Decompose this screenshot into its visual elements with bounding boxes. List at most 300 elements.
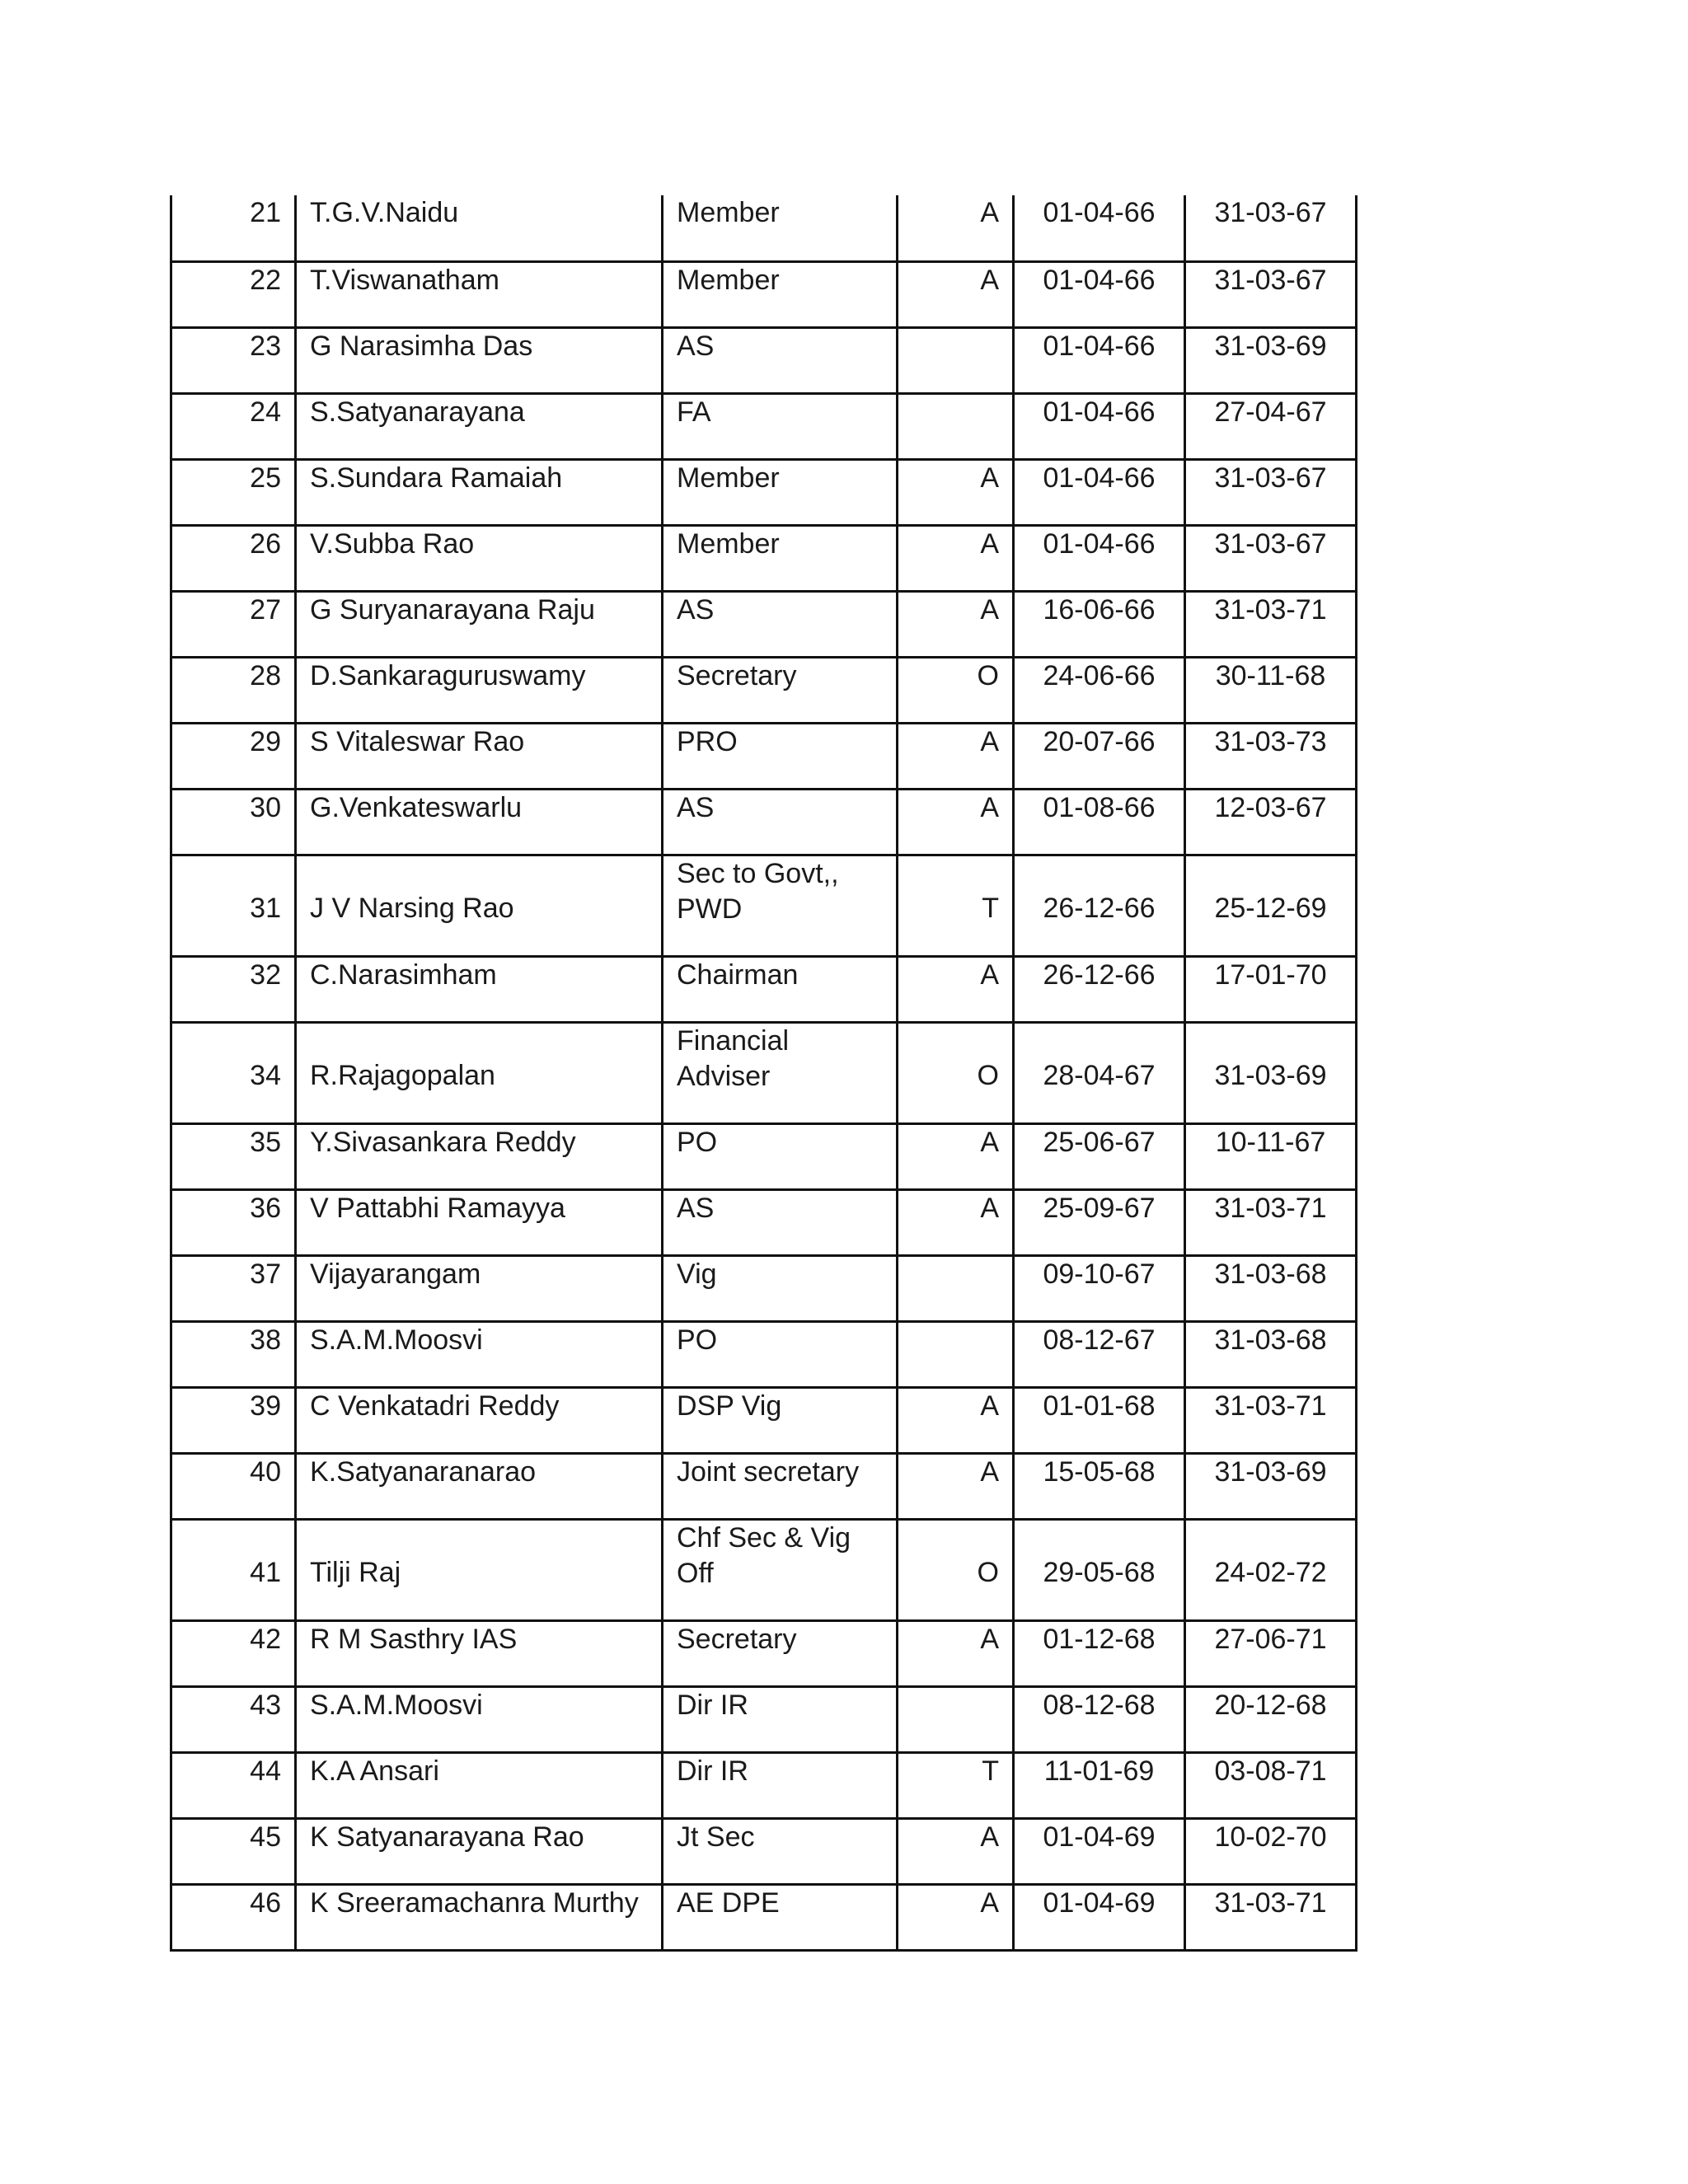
designation-cell	[663, 1620, 898, 1686]
serial-number-text: 42	[250, 1623, 281, 1655]
from-date-cell	[1014, 1519, 1185, 1620]
from-date-text: 25-06-67	[1043, 1126, 1156, 1158]
category-cell	[898, 327, 1014, 393]
category-text: A	[980, 958, 999, 991]
name-text: S.A.M.Moosvi	[310, 1324, 483, 1356]
to-date-cell	[1185, 723, 1357, 789]
category-text: O	[977, 1059, 999, 1091]
name-text: Tilji Raj	[310, 1556, 401, 1588]
designation-text: Jt Sec	[677, 1821, 755, 1853]
category-cell	[898, 525, 1014, 591]
serial-number-cell	[171, 1818, 296, 1884]
name-cell	[296, 195, 663, 261]
table-row	[171, 261, 1357, 327]
serial-number-cell	[171, 1686, 296, 1752]
serial-number-text: 46	[250, 1886, 281, 1919]
table-row	[171, 1387, 1357, 1453]
to-date-text: 24-02-72	[1214, 1556, 1327, 1588]
category-cell	[898, 195, 1014, 261]
designation-text: Joint secretary	[677, 1455, 860, 1488]
from-date-text: 28-04-67	[1043, 1059, 1156, 1091]
category-cell	[898, 393, 1014, 459]
to-date-text: 27-06-71	[1214, 1623, 1327, 1655]
from-date-cell	[1014, 1818, 1185, 1884]
from-date-text: 01-01-68	[1043, 1390, 1156, 1422]
name-cell	[296, 789, 663, 855]
from-date-cell	[1014, 195, 1185, 261]
to-date-text: 30-11-68	[1215, 659, 1326, 691]
designation-cell	[663, 1818, 898, 1884]
to-date-text: 20-12-68	[1214, 1689, 1327, 1721]
table-row	[171, 1884, 1357, 1950]
category-text: A	[980, 462, 999, 494]
from-date-cell	[1014, 459, 1185, 525]
from-date-cell	[1014, 855, 1185, 956]
serial-number-cell	[171, 1189, 296, 1255]
designation-text: Member	[677, 462, 780, 494]
serial-number-text: 40	[250, 1455, 281, 1488]
category-text: T	[982, 892, 999, 924]
designation-text: Chf Sec & Vig	[677, 1521, 851, 1554]
designation-cell	[663, 261, 898, 327]
serial-number-cell	[171, 723, 296, 789]
serial-number-text: 24	[250, 396, 281, 428]
from-date-cell	[1014, 1189, 1185, 1255]
designation-cell	[663, 1321, 898, 1387]
from-date-cell	[1014, 1321, 1185, 1387]
category-cell	[898, 1321, 1014, 1387]
category-text: A	[980, 527, 999, 560]
from-date-cell	[1014, 1387, 1185, 1453]
designation-cell	[663, 195, 898, 261]
serial-number-cell	[171, 195, 296, 261]
designation-cell	[663, 855, 898, 956]
designation-text: AE DPE	[677, 1886, 780, 1919]
from-date-text: 01-04-69	[1043, 1821, 1156, 1853]
designation-text: Secretary	[677, 1623, 797, 1655]
to-date-cell	[1185, 459, 1357, 525]
from-date-text: 08-12-67	[1043, 1324, 1156, 1356]
designation-cell	[663, 327, 898, 393]
serial-number-cell	[171, 657, 296, 723]
name-text: S.A.M.Moosvi	[310, 1689, 483, 1721]
designation-cell	[663, 591, 898, 657]
from-date-text: 01-08-66	[1043, 791, 1156, 823]
category-text: A	[980, 791, 999, 823]
serial-number-text: 25	[250, 462, 281, 494]
from-date-cell	[1014, 1884, 1185, 1950]
serial-number-text: 39	[250, 1390, 281, 1422]
designation-text: AS	[677, 791, 715, 823]
to-date-cell	[1185, 1620, 1357, 1686]
to-date-text: 27-04-67	[1214, 396, 1327, 428]
to-date-cell	[1185, 789, 1357, 855]
name-cell	[296, 459, 663, 525]
to-date-cell	[1185, 657, 1357, 723]
to-date-cell	[1185, 591, 1357, 657]
to-date-cell	[1185, 956, 1357, 1022]
table-row	[171, 956, 1357, 1022]
table-row	[171, 1123, 1357, 1189]
from-date-text: 01-04-66	[1043, 330, 1156, 362]
name-cell	[296, 591, 663, 657]
category-text: A	[980, 1390, 999, 1422]
serial-number-text: 28	[250, 659, 281, 691]
name-text: C.Narasimham	[310, 958, 497, 991]
to-date-cell	[1185, 1123, 1357, 1189]
designation-cell	[663, 1387, 898, 1453]
category-text: A	[980, 1192, 999, 1224]
designation-text: Dir IR	[677, 1755, 748, 1787]
designation-cell	[663, 525, 898, 591]
from-date-cell	[1014, 1686, 1185, 1752]
category-cell	[898, 1022, 1014, 1123]
serial-number-cell	[171, 1321, 296, 1387]
name-text: T.G.V.Naidu	[310, 197, 459, 228]
category-cell	[898, 261, 1014, 327]
serial-number-text: 21	[250, 197, 281, 228]
name-text: K.A Ansari	[310, 1755, 439, 1787]
designation-text: Member	[677, 197, 780, 228]
serial-number-text: 26	[250, 527, 281, 560]
table-row	[171, 1620, 1357, 1686]
serial-number-cell	[171, 393, 296, 459]
serial-number-text: 31	[250, 892, 281, 924]
designation-cell	[663, 1453, 898, 1519]
from-date-text: 01-04-66	[1043, 264, 1156, 296]
serial-number-text: 37	[250, 1258, 281, 1290]
serial-number-cell	[171, 591, 296, 657]
category-cell	[898, 459, 1014, 525]
category-text: O	[977, 1556, 999, 1588]
name-cell	[296, 657, 663, 723]
name-text: S.Satyanarayana	[310, 396, 525, 428]
name-cell	[296, 1686, 663, 1752]
name-text: J V Narsing Rao	[310, 892, 514, 924]
category-cell	[898, 1387, 1014, 1453]
designation-cell	[663, 1752, 898, 1818]
serial-number-cell	[171, 1884, 296, 1950]
from-date-text: 08-12-68	[1043, 1689, 1156, 1721]
designation-cell	[663, 956, 898, 1022]
serial-number-cell	[171, 1620, 296, 1686]
from-date-cell	[1014, 789, 1185, 855]
table-row	[171, 327, 1357, 393]
designation-cell	[663, 789, 898, 855]
name-cell	[296, 1453, 663, 1519]
from-date-text: 09-10-67	[1043, 1258, 1156, 1290]
table-row	[171, 591, 1357, 657]
from-date-cell	[1014, 591, 1185, 657]
to-date-cell	[1185, 1022, 1357, 1123]
table-row	[171, 1818, 1357, 1884]
to-date-text: 10-02-70	[1214, 1821, 1327, 1853]
serial-number-text: 45	[250, 1821, 281, 1853]
name-cell	[296, 525, 663, 591]
from-date-cell	[1014, 956, 1185, 1022]
name-text: V.Subba Rao	[310, 527, 475, 560]
from-date-text: 01-04-69	[1043, 1886, 1156, 1919]
from-date-text: 01-04-66	[1043, 197, 1156, 228]
category-cell	[898, 1686, 1014, 1752]
category-cell	[898, 1884, 1014, 1950]
serial-number-cell	[171, 1123, 296, 1189]
table-row	[171, 855, 1357, 956]
serial-number-text: 35	[250, 1126, 281, 1158]
table-row	[171, 1255, 1357, 1321]
from-date-text: 11-01-69	[1043, 1755, 1155, 1787]
serial-number-cell	[171, 1255, 296, 1321]
serial-number-cell	[171, 459, 296, 525]
from-date-cell	[1014, 1255, 1185, 1321]
serial-number-text: 36	[250, 1192, 281, 1224]
name-cell	[296, 1321, 663, 1387]
to-date-text: 31-03-71	[1214, 1886, 1327, 1919]
category-text: A	[980, 1886, 999, 1919]
designation-cell	[663, 657, 898, 723]
to-date-text: 31-03-68	[1214, 1324, 1327, 1356]
table-row	[171, 657, 1357, 723]
category-cell	[898, 1818, 1014, 1884]
category-cell	[898, 1255, 1014, 1321]
serial-number-cell	[171, 525, 296, 591]
designation-text: AS	[677, 330, 715, 362]
category-cell	[898, 723, 1014, 789]
name-text: G.Venkateswarlu	[310, 791, 523, 823]
to-date-text: 31-03-67	[1214, 527, 1327, 560]
designation-text: Chairman	[677, 958, 799, 991]
designation-cell	[663, 1884, 898, 1950]
officials-table	[170, 195, 1357, 1952]
from-date-text: 26-12-66	[1043, 892, 1156, 924]
to-date-text: 31-03-73	[1214, 725, 1327, 757]
table-body	[171, 195, 1357, 1950]
table-row	[171, 525, 1357, 591]
to-date-cell	[1185, 1519, 1357, 1620]
name-cell	[296, 956, 663, 1022]
serial-number-cell	[171, 956, 296, 1022]
designation-cell	[663, 1255, 898, 1321]
category-text: O	[977, 659, 999, 691]
to-date-cell	[1185, 1686, 1357, 1752]
table-row	[171, 1686, 1357, 1752]
to-date-text: 12-03-67	[1214, 791, 1327, 823]
designation-cell	[663, 1123, 898, 1189]
category-text: A	[980, 593, 999, 626]
designation-text: Vig	[677, 1258, 717, 1290]
designation-text: PRO	[677, 725, 738, 757]
name-text: C Venkatadri Reddy	[310, 1390, 560, 1422]
designation-text: Secretary	[677, 659, 797, 691]
designation-text: PO	[677, 1126, 718, 1158]
to-date-text: 10-11-67	[1215, 1126, 1326, 1158]
category-cell	[898, 1519, 1014, 1620]
category-text: T	[982, 1755, 999, 1787]
to-date-cell	[1185, 855, 1357, 956]
serial-number-cell	[171, 1453, 296, 1519]
serial-number-text: 29	[250, 725, 281, 757]
name-text: D.Sankaraguruswamy	[310, 659, 586, 691]
designation-text: Dir IR	[677, 1689, 748, 1721]
serial-number-cell	[171, 261, 296, 327]
from-date-text: 24-06-66	[1043, 659, 1156, 691]
serial-number-text: 30	[250, 791, 281, 823]
table-row	[171, 393, 1357, 459]
from-date-cell	[1014, 1123, 1185, 1189]
from-date-text: 01-04-66	[1043, 396, 1156, 428]
name-text: Y.Sivasankara Reddy	[310, 1126, 576, 1158]
table-row	[171, 1321, 1357, 1387]
table-row	[171, 1453, 1357, 1519]
to-date-text: 25-12-69	[1214, 892, 1327, 924]
category-text: A	[980, 1821, 999, 1853]
designation-cell	[663, 723, 898, 789]
serial-number-text: 22	[250, 264, 281, 296]
table-row	[171, 1189, 1357, 1255]
table-row	[171, 1519, 1357, 1620]
from-date-text: 01-04-66	[1043, 527, 1156, 560]
serial-number-cell	[171, 789, 296, 855]
to-date-cell	[1185, 327, 1357, 393]
category-text: A	[980, 1455, 999, 1488]
designation-text: Financial	[677, 1024, 790, 1057]
serial-number-cell	[171, 327, 296, 393]
to-date-text: 31-03-67	[1214, 462, 1327, 494]
name-cell	[296, 1884, 663, 1950]
name-text: K Satyanarayana Rao	[310, 1821, 584, 1853]
category-cell	[898, 855, 1014, 956]
from-date-text: 01-12-68	[1043, 1623, 1156, 1655]
to-date-cell	[1185, 525, 1357, 591]
to-date-text: 03-08-71	[1214, 1755, 1327, 1787]
from-date-text: 29-05-68	[1043, 1556, 1156, 1588]
category-text: A	[980, 1126, 999, 1158]
from-date-cell	[1014, 723, 1185, 789]
name-cell	[296, 1123, 663, 1189]
table-row	[171, 1022, 1357, 1123]
serial-number-cell	[171, 1022, 296, 1123]
from-date-text: 15-05-68	[1043, 1455, 1156, 1488]
serial-number-text: 32	[250, 958, 281, 991]
from-date-cell	[1014, 261, 1185, 327]
category-cell	[898, 1189, 1014, 1255]
category-cell	[898, 1123, 1014, 1189]
serial-number-text: 38	[250, 1324, 281, 1356]
name-text: R.Rajagopalan	[310, 1059, 495, 1091]
category-text: A	[980, 264, 999, 296]
designation-text: DSP Vig	[677, 1390, 782, 1422]
serial-number-text: 44	[250, 1755, 281, 1787]
designation-text: AS	[677, 593, 715, 626]
from-date-cell	[1014, 1022, 1185, 1123]
category-text: A	[980, 197, 999, 228]
category-text: A	[980, 1623, 999, 1655]
designation-text: Adviser	[677, 1060, 771, 1092]
to-date-cell	[1185, 1189, 1357, 1255]
name-cell	[296, 1255, 663, 1321]
designation-text: Off	[677, 1557, 714, 1589]
name-cell	[296, 1387, 663, 1453]
from-date-cell	[1014, 327, 1185, 393]
to-date-text: 31-03-67	[1214, 264, 1327, 296]
category-cell	[898, 1752, 1014, 1818]
to-date-cell	[1185, 1818, 1357, 1884]
name-text: K Sreeramachanra Murthy	[310, 1886, 639, 1919]
from-date-cell	[1014, 657, 1185, 723]
to-date-cell	[1185, 261, 1357, 327]
name-text: G Narasimha Das	[310, 330, 533, 362]
name-cell	[296, 1519, 663, 1620]
name-cell	[296, 261, 663, 327]
name-text: V Pattabhi Ramayya	[310, 1192, 565, 1224]
name-text: Vijayarangam	[310, 1258, 481, 1290]
category-cell	[898, 1453, 1014, 1519]
name-cell	[296, 855, 663, 956]
to-date-cell	[1185, 1752, 1357, 1818]
to-date-cell	[1185, 195, 1357, 261]
to-date-cell	[1185, 1884, 1357, 1950]
serial-number-cell	[171, 855, 296, 956]
name-cell	[296, 1189, 663, 1255]
designation-cell	[663, 393, 898, 459]
designation-text: Member	[677, 264, 780, 296]
table-row	[171, 195, 1357, 261]
to-date-text: 31-03-69	[1214, 1059, 1327, 1091]
designation-text: AS	[677, 1192, 715, 1224]
from-date-cell	[1014, 393, 1185, 459]
name-text: R M Sasthry IAS	[310, 1623, 518, 1655]
name-cell	[296, 1022, 663, 1123]
to-date-cell	[1185, 1255, 1357, 1321]
from-date-cell	[1014, 1620, 1185, 1686]
to-date-text: 31-03-68	[1214, 1258, 1327, 1290]
to-date-cell	[1185, 1387, 1357, 1453]
designation-text: FA	[677, 396, 711, 428]
name-text: K.Satyanaranarao	[310, 1455, 537, 1488]
serial-number-cell	[171, 1387, 296, 1453]
table-row	[171, 723, 1357, 789]
table-row	[171, 1752, 1357, 1818]
to-date-cell	[1185, 393, 1357, 459]
from-date-text: 26-12-66	[1043, 958, 1156, 991]
to-date-text: 31-03-67	[1214, 197, 1327, 228]
designation-cell	[663, 1022, 898, 1123]
from-date-text: 01-04-66	[1043, 462, 1156, 494]
to-date-text: 31-03-71	[1214, 593, 1327, 626]
to-date-text: 17-01-70	[1214, 958, 1327, 991]
serial-number-text: 43	[250, 1689, 281, 1721]
from-date-text: 16-06-66	[1043, 593, 1156, 626]
category-cell	[898, 789, 1014, 855]
to-date-cell	[1185, 1321, 1357, 1387]
designation-text: Sec to Govt,,	[677, 857, 839, 889]
table-row	[171, 789, 1357, 855]
to-date-text: 31-03-69	[1214, 330, 1327, 362]
to-date-cell	[1185, 1453, 1357, 1519]
to-date-text: 31-03-71	[1214, 1192, 1327, 1224]
designation-cell	[663, 1189, 898, 1255]
designation-text: PO	[677, 1324, 718, 1356]
name-text: T.Viswanatham	[310, 264, 499, 296]
name-cell	[296, 1620, 663, 1686]
category-cell	[898, 657, 1014, 723]
serial-number-cell	[171, 1752, 296, 1818]
serial-number-text: 27	[250, 593, 281, 626]
designation-text: PWD	[677, 893, 743, 925]
from-date-cell	[1014, 525, 1185, 591]
serial-number-text: 34	[250, 1059, 281, 1091]
category-cell	[898, 1620, 1014, 1686]
